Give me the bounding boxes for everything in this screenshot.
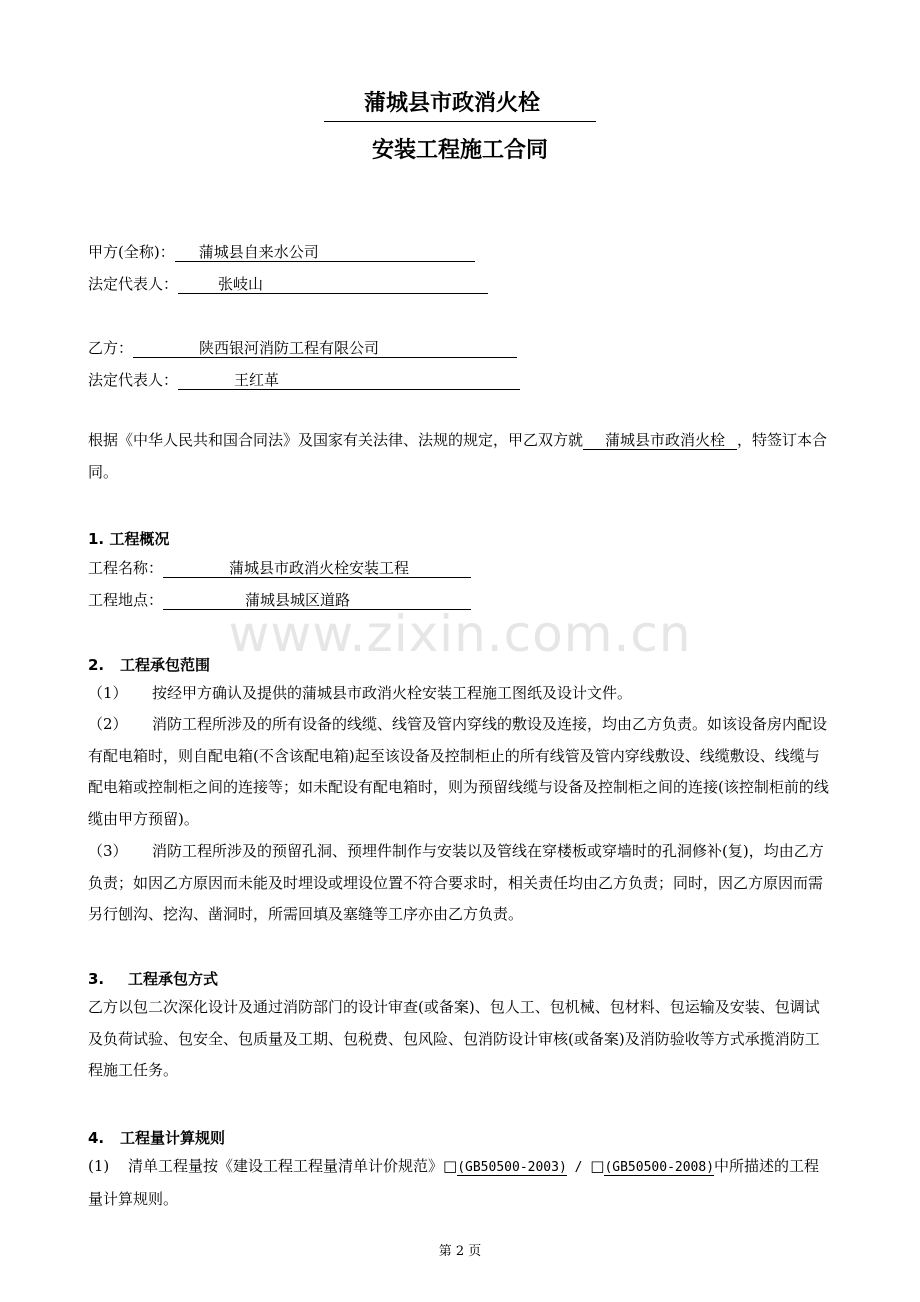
code-2003: (GB50500-2003) <box>457 1160 567 1175</box>
section3-heading <box>88 968 218 989</box>
section2-item-2 <box>88 709 832 835</box>
party-a-rep-label: 法定代表人： <box>88 275 179 293</box>
party-a-rep-value: 张岐山 <box>218 275 264 293</box>
contract-title-project: 蒲城县市政消火栓 <box>324 86 596 122</box>
section2-item-1 <box>88 678 832 710</box>
section4-item-1-num: (1) <box>88 1157 110 1175</box>
party-a-row <box>88 242 475 262</box>
party-b-row <box>88 338 517 358</box>
party-b-rep-field <box>178 371 520 390</box>
section2-heading <box>88 654 210 675</box>
section4-item-1 <box>88 1151 832 1215</box>
watermark: www.zixin.com.cn <box>228 605 692 663</box>
party-a-rep-row <box>88 274 488 294</box>
party-b-field <box>133 339 517 358</box>
contract-title-line1 <box>0 86 920 122</box>
section2-item-1-num: （1） <box>88 684 128 702</box>
section2-item-1-text: 按经甲方确认及提供的蒲城县市政消火栓安装工程施工图纸及设计文件。 <box>152 684 633 702</box>
intro-text-after: ，特签订本合同。 <box>88 431 828 481</box>
party-b-rep-row <box>88 370 520 390</box>
section4-heading-num: 4. <box>88 1129 105 1147</box>
intro-text-before: 根据《中华人民共和国合同法》及国家有关法律、法规的规定，甲乙双方就 <box>88 431 584 449</box>
section4-heading <box>88 1127 225 1148</box>
party-a-field <box>175 243 475 262</box>
party-a-value: 蒲城县自来水公司 <box>198 243 319 261</box>
contract-title-line2: 安装工程施工合同 <box>371 138 548 163</box>
section2-item-2-num: （2） <box>88 715 128 733</box>
project-name-value: 蒲城县市政消火栓安装工程 <box>229 559 410 577</box>
intro-project: 蒲城县市政消火栓 <box>583 431 737 450</box>
project-name-field <box>163 559 471 578</box>
party-b-value: 陕西银河消防工程有限公司 <box>199 339 380 357</box>
section4-item-1-text-before: 清单工程量按《建设工程工程量清单计价规范》 <box>128 1157 444 1175</box>
section2-heading-num: 2. <box>88 656 105 674</box>
code-separator: / <box>566 1160 591 1175</box>
section1-heading: 1. 工程概况 <box>88 530 170 548</box>
code-2008: (GB50500-2008) <box>604 1160 715 1175</box>
checkbox-2008[interactable]: □ <box>590 1157 605 1175</box>
section3-heading-text: 工程承包方式 <box>128 970 219 988</box>
section2-item-3-num: （3） <box>88 842 128 860</box>
project-name-row <box>88 558 471 578</box>
section2-item-2-text: 消防工程所涉及的所有设备的线缆、线管及管内穿线的敷设及连接，均由乙方负责。如该设备房内配设有配电箱时，则自配电箱(不含该配电箱)起至该设备及控制柜止的所有线管及管内穿线敷设、线缆敷设、线缆与配电箱或控制柜之间的连接等；如未配设有配电箱时，则为预留线缆与设备及控制柜之间的连接(该控制柜前的线缆由甲方预留)。 <box>88 715 829 828</box>
party-b-label: 乙方： <box>88 339 134 357</box>
section4-item-1-text-after: 中所描述的工程量计算规则。 <box>88 1157 820 1208</box>
intro-paragraph <box>88 425 832 488</box>
party-a-rep-field <box>178 275 488 294</box>
page-number: 第 2 页 <box>438 1244 482 1259</box>
section2-item-3-text: 消防工程所涉及的预留孔洞、预埋件制作与安装以及管线在穿楼板或穿墙时的孔洞修补(复)，均由乙方负责；如因乙方原因而未能及时埋设或埋设位置不符合要求时，相关责任均由乙方负责；同时，因乙方原因而需另行刨沟、挖沟、凿洞时，所需回填及塞缝等工序亦由乙方负责。 <box>88 842 824 923</box>
section4-heading-text: 工程量计算规则 <box>120 1129 226 1147</box>
checkbox-2003[interactable]: □ <box>443 1157 458 1175</box>
project-site-label: 工程地点： <box>88 591 164 609</box>
party-b-rep-value: 王红革 <box>234 371 280 389</box>
party-a-label: 甲方(全称)： <box>88 243 175 261</box>
section3-heading-num: 3. <box>88 970 105 988</box>
party-b-rep-label: 法定代表人： <box>88 371 179 389</box>
section3-paragraph: 乙方以包二次深化设计及通过消防部门的设计审查(或备案)、包人工、包机械、包材料、包运输及安装、包调试及负荷试验、包安全、包质量及工期、包税费、包风险、包消防设计审核(或备案)及消防验收等方式承揽消防工程施工任务。 <box>88 998 820 1079</box>
project-site-value: 蒲城县城区道路 <box>245 591 351 609</box>
project-name-label: 工程名称： <box>88 559 164 577</box>
section2-item-3 <box>88 836 832 931</box>
section2-heading-text: 工程承包范围 <box>120 656 211 674</box>
